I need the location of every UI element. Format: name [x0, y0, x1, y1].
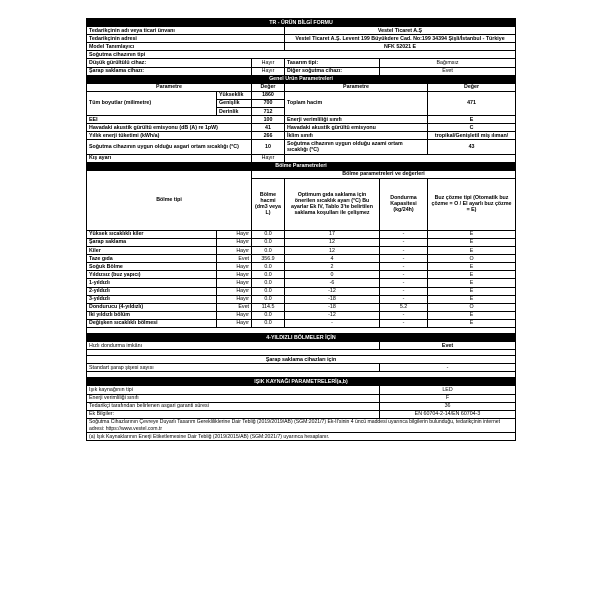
compartment-name: 2-yıldızlı	[87, 287, 217, 295]
compartment-capacity: -	[380, 230, 428, 238]
defrost-header: Buz çözme tipi (Otomatik buz çözme = O / El ayarlı buz çözme = E)	[428, 178, 516, 230]
compartment-name: İki yıldızlı bölüm	[87, 311, 217, 319]
model-value: NFK 52021 E	[285, 43, 516, 51]
compartment-temp: 12	[285, 247, 380, 255]
compartment-temp: -18	[285, 295, 380, 303]
compartment-volume: 114.5	[252, 303, 285, 311]
general-title-row	[87, 75, 516, 83]
compartment-temp: -18	[285, 303, 380, 311]
compartment-present: Hayır	[217, 271, 252, 279]
compartment-present: Hayır	[217, 319, 252, 327]
design-type-value: Bağımsız	[380, 59, 516, 67]
eei-row	[87, 116, 516, 124]
width-label: Genişlik	[217, 99, 252, 107]
compartment-capacity: -	[380, 238, 428, 246]
compartment-volume: 0.0	[252, 311, 285, 319]
compartment-capacity: -	[380, 287, 428, 295]
general-header-row	[87, 83, 516, 91]
compartment-capacity: -	[380, 271, 428, 279]
footer-note-1-row	[87, 418, 516, 432]
compartment-defrost: E	[428, 230, 516, 238]
supplier-address-row	[87, 35, 516, 43]
product-info-sheet	[86, 18, 515, 441]
min-temp-label: Soğutma cihazının uygun olduğu asgari ortam sıcaklığı (°C)	[87, 140, 252, 154]
compartment-volume: 0.0	[252, 263, 285, 271]
compartment-present: Evet	[217, 303, 252, 311]
supplier-address: Vestel Ticaret A.Ş. Levent 199 Büyükdere Cad. No:199 34394 Şişli/İstanbul - Türkiye	[285, 35, 516, 43]
footer-note-2-row	[87, 433, 516, 441]
noise-value: 41	[252, 124, 285, 132]
general-value-header: Değer	[252, 83, 285, 91]
max-temp-label: Soğutma cihazının uygun olduğu azami ortam sıcaklığı (°C)	[285, 140, 428, 154]
compartment-capacity: -	[380, 319, 428, 327]
compartment-defrost: E	[428, 238, 516, 246]
warranty-row	[87, 402, 516, 410]
compartment-volume: 0.0	[252, 295, 285, 303]
total-volume-value: 471	[428, 91, 516, 115]
climate-value: tropikal/Genişletil miş ılıman/	[428, 132, 516, 140]
model-label: Model Tanımlayıcı	[87, 43, 285, 51]
compartment-volume: 356.9	[252, 255, 285, 263]
compartment-row	[87, 247, 516, 255]
compartment-temp: 12	[285, 238, 380, 246]
warranty-value: 36	[380, 402, 516, 410]
total-volume-label: Toplam hacim	[285, 91, 428, 115]
min-temp-value: 10	[252, 140, 285, 154]
compartment-present: Hayır	[217, 311, 252, 319]
compartment-defrost: O	[428, 303, 516, 311]
compartment-name: Soğuk Bölme	[87, 263, 217, 271]
wine-title-row	[87, 356, 516, 364]
four-star-title: 4-YILDIZLI BÖLMELER İÇİN	[87, 334, 516, 342]
compartment-present: Evet	[217, 255, 252, 263]
compartment-volume: 0.0	[252, 230, 285, 238]
compartment-present: Hayır	[217, 287, 252, 295]
compartment-name: 1-yıldızlı	[87, 279, 217, 287]
compartment-capacity: -	[380, 247, 428, 255]
noise-label: Havadaki akustik gürültü emisyonu (dB (A) re 1pW)	[87, 124, 252, 132]
compartment-name: Kiler	[87, 247, 217, 255]
capacity-header: Dondurma Kapasitesi (kg/24h)	[380, 178, 428, 230]
compartment-present: Hayır	[217, 230, 252, 238]
height-label: Yükseklik	[217, 91, 252, 99]
extra-info-value: EN 60704-2-14/EN 60704-3	[380, 410, 516, 418]
device-type-label: Soğutma cihazının tipi	[87, 51, 516, 59]
low-noise-value: Hayır	[252, 59, 285, 67]
wine-title: Şarap saklama cihazları için	[87, 356, 516, 364]
compartment-name: Dondurucu (4-yıldızlı)	[87, 303, 217, 311]
compartment-row	[87, 255, 516, 263]
wine-device-row	[87, 67, 516, 75]
compartment-capacity: -	[380, 295, 428, 303]
compartments-title-row	[87, 162, 516, 170]
compartment-temp: -	[285, 319, 380, 327]
compartment-present: Hayır	[217, 238, 252, 246]
compartment-volume: 0.0	[252, 287, 285, 295]
compartment-temp: -6	[285, 279, 380, 287]
compartment-row	[87, 287, 516, 295]
supplier-name-label: Tedarikçinin adı veya ticari ünvanı	[87, 27, 285, 35]
compartment-temp: 17	[285, 230, 380, 238]
width-value: 700	[252, 99, 285, 107]
warranty-label: Tedarikçi tarafından belirlenen asgari garanti süresi	[87, 402, 380, 410]
extra-info-row	[87, 410, 516, 418]
extra-info-label: Ek Bilgiler:	[87, 410, 380, 418]
compartment-capacity: 5.2	[380, 303, 428, 311]
general-param-header: Parametre	[87, 83, 252, 91]
light-type-label: Işık kaynağının tipi	[87, 386, 380, 394]
light-energy-label: Enerji verimliliği sınıfı	[87, 394, 380, 402]
footer-note-2: (a) Işık Kaynaklarının Enerji Etiketlemesine Dair Tebliğ (2019/2015/AB) (SGM:2021/7) uyarınca hesaplanır.	[87, 433, 516, 441]
compartment-row	[87, 303, 516, 311]
compartment-defrost: E	[428, 271, 516, 279]
compartment-defrost: E	[428, 311, 516, 319]
compartment-capacity: -	[380, 255, 428, 263]
compartment-name: Yıldızsız (buz yapıcı)	[87, 271, 217, 279]
height-row	[87, 91, 516, 99]
device-type-row	[87, 51, 516, 59]
compartment-defrost: E	[428, 295, 516, 303]
design-type-label: Tasarım tipi:	[285, 59, 380, 67]
light-type-row	[87, 386, 516, 394]
supplier-name: Vestel Ticaret A.Ş	[285, 27, 516, 35]
supplier-address-label: Tedarikçinin adresi	[87, 35, 285, 43]
energy-class-value: E	[428, 116, 516, 124]
dimensions-label: Tüm boyutlar (milimetre)	[87, 91, 217, 115]
light-type-value: LED	[380, 386, 516, 394]
form-title: TR - ÜRÜN BİLGİ FORMU	[87, 19, 516, 27]
eei-value: 100	[252, 116, 285, 124]
volume-header: Bölme hacmi (dm3 veya L)	[252, 178, 285, 230]
compartment-defrost: E	[428, 247, 516, 255]
compartment-temp: 4	[285, 255, 380, 263]
compartment-temp: 0	[285, 271, 380, 279]
compartments-subtitle-row	[87, 170, 516, 178]
compartment-present: Hayır	[217, 263, 252, 271]
compartment-defrost: E	[428, 279, 516, 287]
compartment-type-header: Bölme tipi	[87, 170, 252, 230]
compartment-rows	[87, 230, 516, 327]
compartment-name: Değişken sıcaklıklı bölmesi	[87, 319, 217, 327]
ambient-temp-row	[87, 140, 516, 154]
fast-freeze-label: Hızlı dondurma imkânı	[87, 342, 380, 350]
compartment-volume: 0.0	[252, 319, 285, 327]
compartment-defrost: O	[428, 255, 516, 263]
energy-class-label: Enerji verimliliği sınıfı	[285, 116, 428, 124]
wine-bottles-row	[87, 364, 516, 372]
form-title-row	[87, 19, 516, 27]
compartments-title: Bölme Parametreleri	[87, 162, 516, 170]
compartment-row	[87, 295, 516, 303]
wine-device-label: Şarap saklama cihazı:	[87, 67, 252, 75]
compartment-name: 3-yıldızlı	[87, 295, 217, 303]
compartment-volume: 0.0	[252, 271, 285, 279]
compartment-temp: 2	[285, 263, 380, 271]
compartment-capacity: -	[380, 311, 428, 319]
light-energy-row	[87, 394, 516, 402]
product-info-table	[86, 18, 516, 441]
compartment-volume: 0.0	[252, 247, 285, 255]
annual-energy-value: 266	[252, 132, 285, 140]
light-energy-value: F	[380, 394, 516, 402]
winter-label: Kış ayarı	[87, 154, 252, 162]
eei-label: EEI	[87, 116, 252, 124]
other-device-label: Diğer soğutma cihazı:	[285, 67, 380, 75]
compartment-row	[87, 319, 516, 327]
other-device-value: Evet	[380, 67, 516, 75]
max-temp-value: 43	[428, 140, 516, 154]
noise-class-value: C	[428, 124, 516, 132]
depth-value: 712	[252, 108, 285, 116]
compartment-defrost: E	[428, 319, 516, 327]
climate-label: İklim sınıfı	[285, 132, 428, 140]
compartment-row	[87, 230, 516, 238]
winter-value: Hayır	[252, 154, 285, 162]
compartment-temp: -12	[285, 287, 380, 295]
model-row	[87, 43, 516, 51]
general-title: Genel Ürün Parametreleri	[87, 75, 516, 83]
compartment-volume: 0.0	[252, 238, 285, 246]
compartment-temp: -12	[285, 311, 380, 319]
noise-row	[87, 124, 516, 132]
compartment-capacity: -	[380, 279, 428, 287]
compartment-row	[87, 279, 516, 287]
compartment-present: Hayır	[217, 247, 252, 255]
fast-freeze-value: Evet	[380, 342, 516, 350]
compartment-row	[87, 263, 516, 271]
wine-bottles-label: Standart şarap şişesi sayısı	[87, 364, 380, 372]
compartment-capacity: -	[380, 263, 428, 271]
compartment-name: Taze gıda	[87, 255, 217, 263]
height-value: 1860	[252, 91, 285, 99]
general-value-header-2: Değer	[428, 83, 516, 91]
annual-energy-row	[87, 132, 516, 140]
general-param-header-2: Parametre	[285, 83, 428, 91]
light-title: IŞIK KAYNAĞI PARAMETRELERİ(a,b)	[87, 378, 516, 386]
winter-row	[87, 154, 516, 162]
compartment-present: Hayır	[217, 295, 252, 303]
compartment-name: Şarap saklama	[87, 238, 217, 246]
compartments-subtitle: Bölme parametreleri ve değerleri	[252, 170, 516, 178]
fast-freeze-row	[87, 342, 516, 350]
compartment-row	[87, 238, 516, 246]
low-noise-label: Düşük gürültülü cihaz:	[87, 59, 252, 67]
compartment-volume: 0.0	[252, 279, 285, 287]
supplier-name-row	[87, 27, 516, 35]
footer-note-1: Soğutma Cihazlarının Çevreye Duyarlı Tasarım Gerekliliklerine Dair Tebliğ (2019/2019/AB) (SGM:2021/7) Ek-II'sinin 4 üncü maddesi uyarınca bilgilerin bulunduğu, tedarikçinin internet adresi: https://www.vestel.com.tr	[87, 418, 516, 432]
winter-empty	[285, 154, 516, 162]
compartment-defrost: E	[428, 287, 516, 295]
noise-class-label: Havadaki akustik gürültü emisyonu	[285, 124, 428, 132]
compartment-name: Yüksek sıcaklıklı kiler	[87, 230, 217, 238]
four-star-title-row	[87, 334, 516, 342]
wine-device-value: Hayır	[252, 67, 285, 75]
compartment-row	[87, 271, 516, 279]
compartment-defrost: E	[428, 263, 516, 271]
light-title-row	[87, 378, 516, 386]
wine-bottles-value: -	[380, 364, 516, 372]
low-noise-row	[87, 59, 516, 67]
depth-label: Derinlik	[217, 108, 252, 116]
compartment-row	[87, 311, 516, 319]
temp-header: Optimum gıda saklama için önerilen sıcaklık ayarı (°C) Bu ayarlar Ek IV, Tablo 3'te belirtilen saklama koşulları ile çelişmez	[285, 178, 380, 230]
annual-energy-label: Yıllık enerji tüketimi (kWh/a)	[87, 132, 252, 140]
compartment-present: Hayır	[217, 279, 252, 287]
